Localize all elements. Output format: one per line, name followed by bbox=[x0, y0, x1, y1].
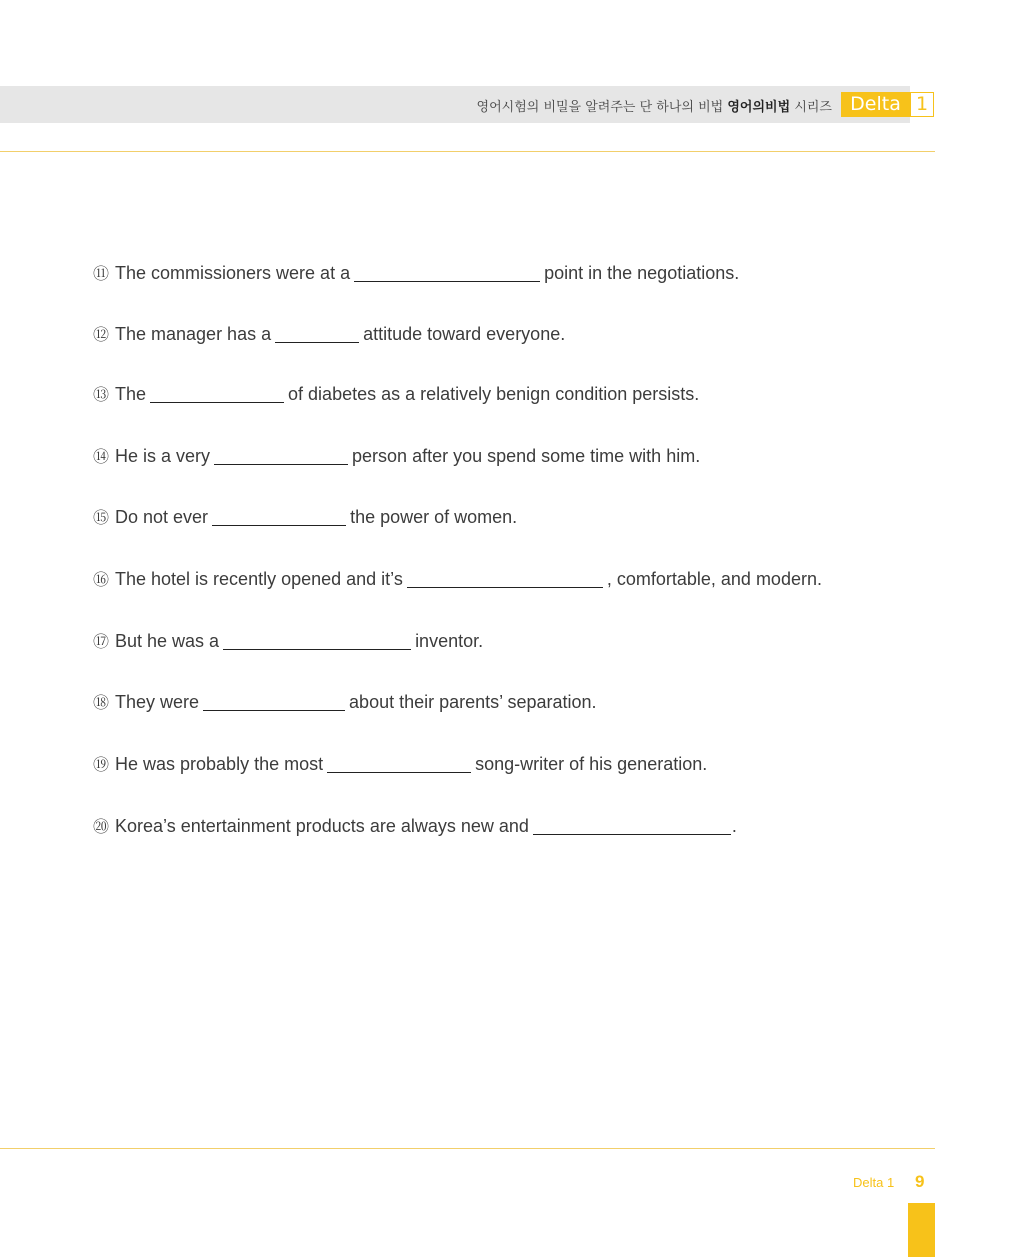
question-16 bbox=[93, 568, 822, 590]
question-text-before: The hotel is recently opened and it’s bbox=[115, 569, 403, 589]
question-text-before: The manager has a bbox=[115, 324, 272, 344]
question-number: ⑳ bbox=[93, 817, 110, 836]
question-text-after: person after you spend some time with him. bbox=[352, 446, 701, 466]
question-number: ⑱ bbox=[93, 693, 110, 712]
question-number: ⑭ bbox=[93, 447, 110, 466]
question-14 bbox=[93, 445, 700, 467]
brand-label: Delta bbox=[841, 92, 910, 117]
header-divider bbox=[0, 151, 935, 152]
series-tagline bbox=[477, 96, 832, 115]
answer-blank bbox=[533, 833, 731, 835]
answer-blank bbox=[407, 586, 603, 588]
question-text-after: about their parents’ separation. bbox=[349, 692, 597, 712]
footer-series-label: Delta 1 bbox=[853, 1175, 895, 1190]
question-text-after: song-writer of his generation. bbox=[475, 754, 708, 774]
question-15 bbox=[93, 506, 517, 528]
answer-blank bbox=[327, 771, 471, 773]
answer-blank bbox=[214, 463, 348, 465]
answer-blank bbox=[275, 341, 359, 343]
tagline-prefix: 영어시험의 비밀을 알려주는 단 하나의 비법 bbox=[476, 100, 724, 115]
question-text-after: . bbox=[731, 816, 737, 836]
question-20 bbox=[93, 815, 737, 837]
question-text-after: of diabetes as a relatively benign condition persists. bbox=[288, 384, 700, 404]
answer-blank bbox=[150, 401, 284, 403]
answer-blank bbox=[203, 709, 345, 711]
question-number: ⑯ bbox=[93, 570, 110, 589]
question-13 bbox=[93, 383, 699, 405]
question-11 bbox=[93, 262, 739, 284]
question-18 bbox=[93, 691, 597, 713]
answer-blank bbox=[223, 648, 411, 650]
question-17 bbox=[93, 630, 483, 652]
question-12 bbox=[93, 323, 565, 345]
question-19 bbox=[93, 753, 707, 775]
question-text-before: They were bbox=[115, 692, 200, 712]
question-text-before: Do not ever bbox=[115, 507, 209, 527]
question-text-after: , comfortable, and modern. bbox=[606, 569, 822, 589]
question-text-before: The commissioners were at a bbox=[115, 263, 351, 283]
question-text-after: point in the negotiations. bbox=[544, 263, 740, 283]
tagline-series-name: 영어의비법 bbox=[727, 100, 791, 115]
page-number: 9 bbox=[915, 1172, 925, 1191]
question-number: ⑲ bbox=[93, 755, 110, 774]
question-text-before: But he was a bbox=[115, 631, 220, 651]
footer-tab bbox=[908, 1203, 935, 1257]
question-number: ⑮ bbox=[93, 508, 110, 527]
question-text-before: He is a very bbox=[115, 446, 211, 466]
question-text-before: Korea’s entertainment products are always new and bbox=[115, 816, 529, 836]
answer-blank bbox=[212, 524, 346, 526]
level-label: 1 bbox=[910, 92, 934, 117]
question-text-before: The bbox=[115, 384, 147, 404]
footer-divider bbox=[0, 1148, 935, 1149]
question-text-after: inventor. bbox=[415, 631, 484, 651]
question-text-after: the power of women. bbox=[350, 507, 518, 527]
question-number: ⑬ bbox=[93, 385, 110, 404]
question-text-before: He was probably the most bbox=[115, 754, 324, 774]
question-number: ⑪ bbox=[93, 264, 110, 283]
question-number: ⑫ bbox=[93, 325, 110, 344]
tagline-suffix: 시리즈 bbox=[794, 100, 832, 115]
answer-blank bbox=[354, 280, 540, 282]
question-text-after: attitude toward everyone. bbox=[363, 324, 566, 344]
question-number: ⑰ bbox=[93, 632, 110, 651]
